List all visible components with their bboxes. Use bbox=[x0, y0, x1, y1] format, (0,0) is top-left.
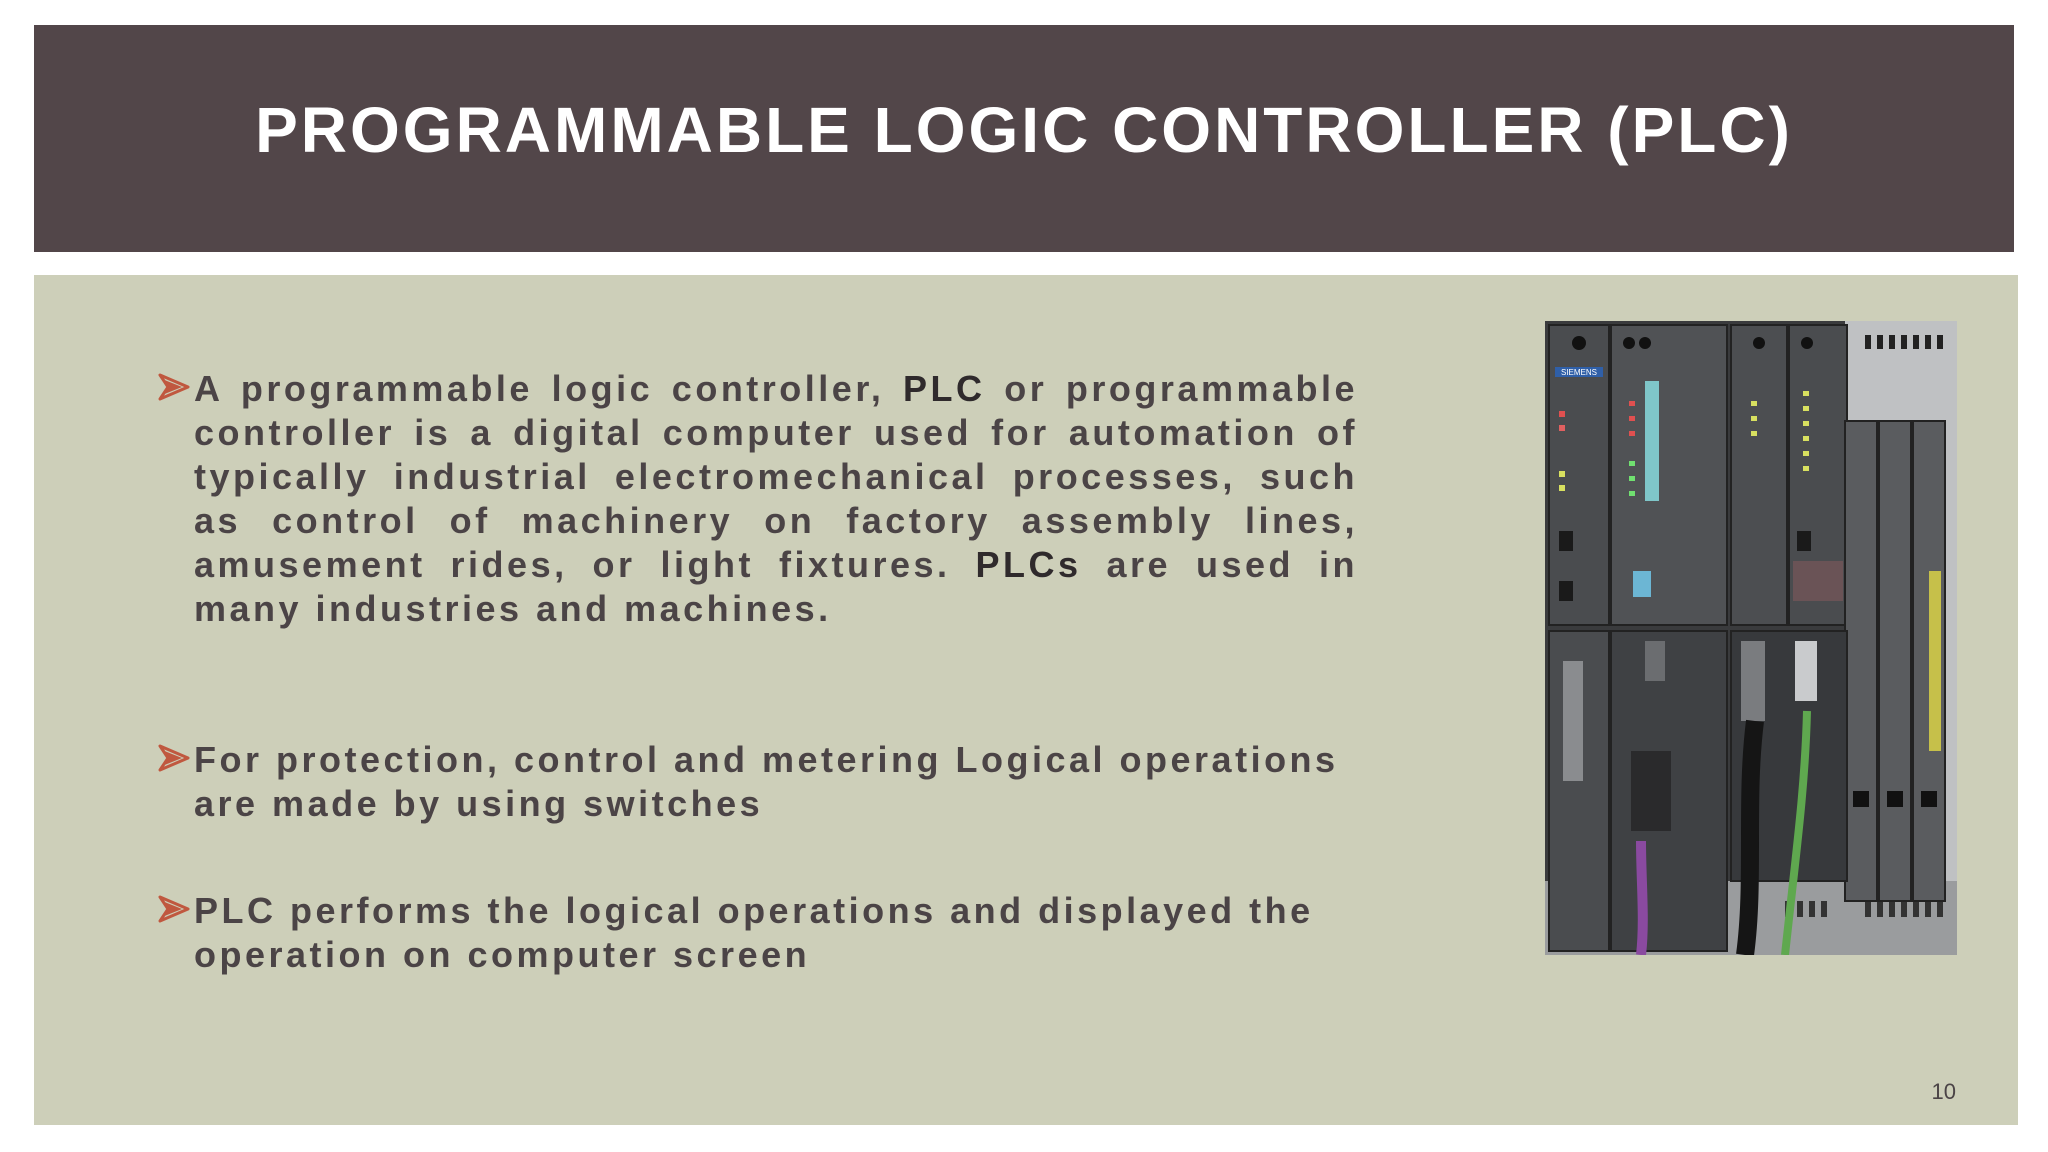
arrow-bullet-icon bbox=[158, 742, 190, 774]
siemens-label: SIEMENS bbox=[1560, 368, 1598, 377]
bullet-item bbox=[158, 889, 1358, 977]
bullet-text: For protection, control and metering Logical operations are made by using switches bbox=[194, 739, 1339, 824]
plc-hardware-photo bbox=[1545, 321, 1957, 955]
bullet-text: A programmable logic controller, PLC or programmable controller is a digital computer used for automation of typically industrial electromechanical processes, such as control of machinery on factory assembly lines, amusement rides, or light fixtures. PLCs are used in many industries and machines. bbox=[194, 368, 1358, 629]
bullet-text: PLC performs the logical operations and displayed the operation on computer screen bbox=[194, 890, 1314, 975]
title-bar bbox=[34, 25, 2014, 252]
bullet-item bbox=[158, 367, 1358, 631]
arrow-bullet-icon bbox=[158, 371, 190, 403]
bullet-item bbox=[158, 738, 1358, 826]
content-area bbox=[34, 275, 2018, 1125]
arrow-bullet-icon bbox=[158, 893, 190, 925]
page-number: 10 bbox=[1931, 1079, 1956, 1104]
slide-title: PROGRAMMABLE LOGIC CONTROLLER (PLC) bbox=[255, 94, 1793, 166]
